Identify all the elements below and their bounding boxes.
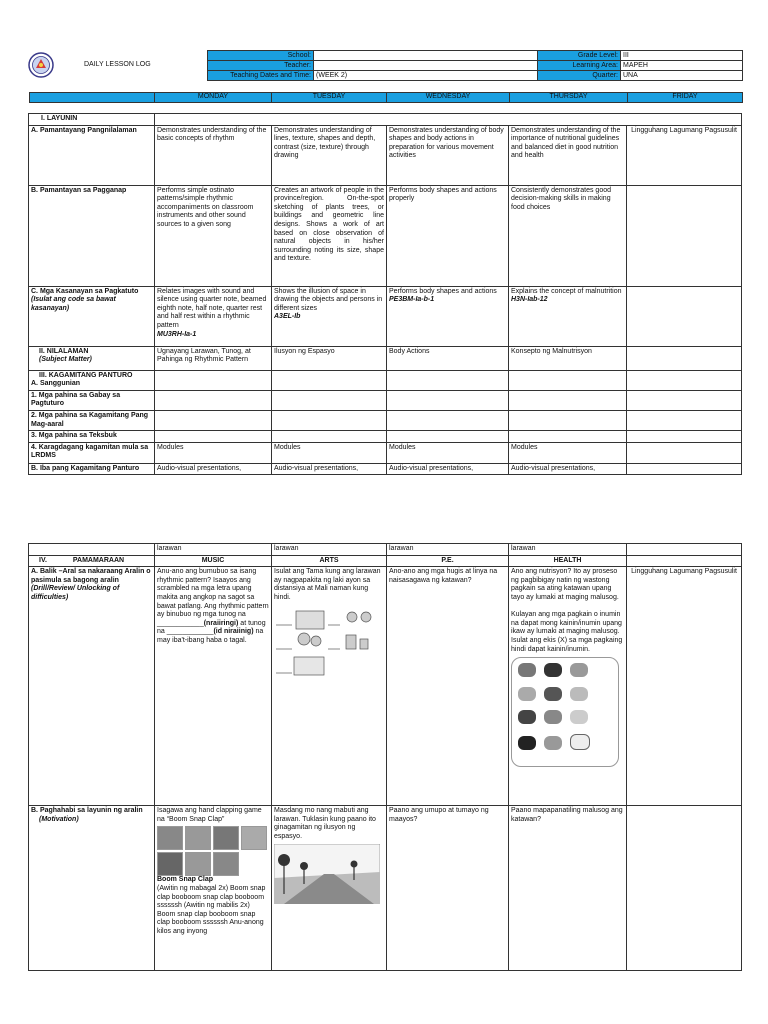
- cell-blank: [29, 544, 155, 556]
- competency-code: PE3BM-Ia-b-1: [389, 296, 435, 304]
- cell-tue: [272, 806, 387, 971]
- pamamaraan-heading-row: [29, 555, 742, 567]
- food-choices-illustration: [511, 657, 619, 767]
- cell-fri: [627, 286, 742, 346]
- cell-wed: Body Actions: [387, 346, 509, 370]
- food-item-icon: [570, 710, 588, 724]
- row-label-note: (Drill/Review/ Unlocking of difficulties): [31, 585, 120, 601]
- cell-wed: [387, 390, 509, 410]
- cell-thu: Paano mapapanatiling malusog ang katawan?: [509, 806, 627, 971]
- table-row: [29, 125, 742, 185]
- row-a-label-cell: [29, 567, 155, 806]
- cell-mon: [155, 431, 272, 443]
- cell-tue: Modules: [272, 442, 387, 463]
- cell-thu: [509, 370, 627, 390]
- competency-code: MU3RH-Ia-1: [157, 330, 197, 338]
- cell-thu: [509, 431, 627, 443]
- subject-music: MUSIC: [155, 555, 272, 567]
- answer-blank: ____________: [166, 628, 214, 636]
- cell-wed: [387, 431, 509, 443]
- clapping-game-illustration: [157, 826, 267, 874]
- row-label-c: [29, 286, 155, 346]
- table-row: [29, 286, 742, 346]
- nilalaman-note: (Subject Matter): [39, 356, 92, 364]
- clap-step-image: [241, 826, 267, 850]
- health-instruction: Kulayan ang mga pagkain o inumin na dapat mong kainin/inumin upang ikaw ay lumaki at maging malusog. Isulat ang ekis (X) sa mga pagkaing hindi dapat kainin/inumin.: [511, 611, 623, 653]
- kagamitan-heading: III. KAGAMITANG PANTURO: [39, 371, 133, 379]
- clap-step-image: [213, 826, 239, 850]
- pamamaraan-heading-cell: [29, 555, 155, 567]
- friday-note: Lingguhang Lagumang Pagsusulit: [627, 567, 742, 806]
- cell-thu: [509, 567, 627, 806]
- row-b-label-cell: [29, 806, 155, 971]
- nilalaman-label-cell: [29, 346, 155, 370]
- cell-mon: [155, 286, 272, 346]
- table-row: [29, 463, 742, 475]
- row-label-note: (Motivation): [39, 815, 79, 823]
- competency-code: A3EL-Ib: [274, 313, 301, 321]
- row-label-note: (Isulat ang code sa bawat kasanayan): [31, 296, 116, 312]
- cell-mon: Audio-visual presentations,: [155, 463, 272, 475]
- days-header-row: [29, 92, 743, 103]
- competency-code: H3N-Iab-12: [511, 296, 548, 304]
- cell-wed: [387, 370, 509, 390]
- cell-thu: Consistently demonstrates good decision-making skills in making food choices: [509, 185, 627, 286]
- table-row: [29, 370, 742, 390]
- clap-step-image: [157, 826, 183, 850]
- school-label: School:: [208, 51, 314, 61]
- health-definition: Ano ang nutrisyon? Ito ay proseso ng pagbibigay natin ng wastong pagkain sa ating katawan upang tayo ay lumaki at maging malusog.: [511, 568, 619, 601]
- cell-wed: Modules: [387, 442, 509, 463]
- perspective-landscape-image: [274, 844, 380, 904]
- cell-wed: [387, 286, 509, 346]
- cell-tue: Ilusyon ng Espasyo: [272, 346, 387, 370]
- row-label: B. Paghahabi sa layunin ng aralin: [31, 807, 143, 815]
- cell-mon: larawan: [155, 544, 272, 556]
- subject-arts: ARTS: [272, 555, 387, 567]
- cell-wed: larawan: [387, 544, 509, 556]
- cell-fri: [627, 442, 742, 463]
- subject-pe: P.E.: [387, 555, 509, 567]
- quarter-label: Quarter:: [538, 71, 621, 81]
- area-label: Learning Area:: [538, 61, 621, 71]
- cell-tue: Audio-visual presentations,: [272, 463, 387, 475]
- food-item-icon: [570, 687, 588, 701]
- row-label: A. Pamantayang Pangnilalaman: [29, 125, 155, 185]
- cell-mon: [155, 370, 272, 390]
- food-item-icon: [544, 710, 562, 724]
- cell-tue: [272, 431, 387, 443]
- row-label: B. Iba pang Kagamitang Panturo: [29, 463, 155, 475]
- arts-motivation: Masdang mo nang mabuti ang larawan. Tuklasin kung paano ito ginagamitan ng ilusyon ng espasyo.: [274, 807, 376, 840]
- food-item-icon: [544, 687, 562, 701]
- cell-fri: [627, 185, 742, 286]
- cell-tue: [272, 390, 387, 410]
- cell-mon: [155, 806, 272, 971]
- table-row: [29, 442, 742, 463]
- sanggunian-label: A. Sanggunian: [31, 380, 80, 388]
- table-row: [29, 431, 742, 443]
- grade-label: Grade Level:: [538, 51, 621, 61]
- school-value: [314, 51, 538, 61]
- header-right-table: [537, 50, 743, 81]
- cell-thu: Modules: [509, 442, 627, 463]
- cell-wed: Demonstrates understanding of body shapes and body actions in preparation for various movement activities: [387, 125, 509, 185]
- cell-fri: [627, 463, 742, 475]
- cell-fri: [627, 431, 742, 443]
- table-row: [29, 544, 742, 556]
- layunin-heading: I. LAYUNIN: [29, 114, 155, 126]
- day-wednesday: WEDNESDAY: [387, 93, 510, 103]
- dates-label: Teaching Dates and Time:: [208, 71, 314, 81]
- nilalaman-label: II. NILALAMAN: [39, 347, 89, 355]
- cell-tue: larawan: [272, 544, 387, 556]
- table-row: [29, 567, 742, 806]
- answer-blank: ____________: [157, 619, 204, 627]
- competency-text: Relates images with sound and silence using quarter note, beamed eighth note, half note, quarter rest and half rest within a rhythmic pattern: [157, 287, 267, 329]
- cell-thu: [509, 286, 627, 346]
- cell-mon: Performs simple ostinato patterns/simple rhythmic accompaniments on classroom instruments and other sound sources to a given song: [155, 185, 272, 286]
- arts-size-illustration: [274, 605, 382, 680]
- clap-step-image: [157, 852, 183, 876]
- cell-thu: Audio-visual presentations,: [509, 463, 627, 475]
- food-item-icon: [570, 663, 588, 677]
- arts-question: Isulat ang Tama kung ang larawan ay nagpapakita ng laki ayon sa distansiya at Mali naman kung hindi.: [274, 568, 381, 601]
- cell-mon: [155, 567, 272, 806]
- deped-seal-logo: [28, 52, 54, 78]
- clap-step-image: [213, 852, 239, 876]
- cell-tue: [272, 286, 387, 346]
- music-text: na may iba't-ibang haba o tagal.: [157, 628, 264, 644]
- food-item-icon: [544, 736, 562, 750]
- scrambled-word: (id niraiinig): [213, 628, 254, 636]
- grade-value: III: [621, 51, 743, 61]
- food-item-icon: [570, 734, 590, 750]
- teacher-value: [314, 61, 538, 71]
- row-label: 2. Mga pahina sa Kagamitang Pang Mag-aaral: [29, 410, 155, 430]
- cell-thu: Demonstrates understanding of the importance of nutritional guidelines and balanced diet in good nutrition and health: [509, 125, 627, 185]
- table-row: [29, 410, 742, 430]
- row-label: 1. Mga pahina sa Gabay sa Pagtuturo: [29, 390, 155, 410]
- cell-fri: [627, 410, 742, 430]
- cell-wed: Paano ang umupo at tumayo ng maayos?: [387, 806, 509, 971]
- day-tuesday: TUESDAY: [272, 93, 387, 103]
- cell-tue: [272, 410, 387, 430]
- cell-tue: [272, 567, 387, 806]
- quarter-value: UNA: [621, 71, 743, 81]
- cell-thu: Konsepto ng Malnutrisyon: [509, 346, 627, 370]
- cell-mon: Demonstrates understanding of the basic concepts of rhythm: [155, 125, 272, 185]
- row-label: 4. Karagdagang kagamitan mula sa LRDMS: [29, 442, 155, 463]
- food-item-icon: [518, 736, 536, 750]
- music-text: at tunog na: [157, 619, 266, 636]
- cell-tue: Demonstrates understanding of lines, texture, shapes and depth, contrast (size, texture) through drawing: [272, 125, 387, 185]
- cell-wed: Audio-visual presentations,: [387, 463, 509, 475]
- cell-thu: [509, 410, 627, 430]
- cell-thu: larawan: [509, 544, 627, 556]
- subject-health: HEALTH: [509, 555, 627, 567]
- day-thursday: THURSDAY: [510, 93, 628, 103]
- teacher-label: Teacher:: [208, 61, 314, 71]
- cell-mon: Ugnayang Larawan, Tunog, at Pahinga ng Rhythmic Pattern: [155, 346, 272, 370]
- food-item-icon: [518, 663, 536, 677]
- cell-mon: [155, 390, 272, 410]
- music-question: Anu-ano ang bumubuo sa isang rhythmic pattern? Isaayos ang scrambled na mga letra upang makita ang angkop na sagot sa bawat patlang. Ang rhythmic pattern ay binubuo ng mga tunog na: [157, 568, 269, 619]
- lesson-table-bottom: [28, 543, 742, 971]
- cell-fri: [627, 390, 742, 410]
- pamamaraan-number: IV.: [39, 556, 47, 564]
- scrambled-word: (nraiiringi): [203, 619, 239, 627]
- cell-tue: Creates an artwork of people in the province/region. On-the-spot sketching of plants trees, or buildings and geometric line designs. Shows a work of art based on close observation of natural objects in his/her surrounding noting its size, shape and texture.: [272, 185, 387, 286]
- competency-text: Explains the concept of malnutrition: [511, 287, 622, 295]
- day-friday: FRIDAY: [628, 93, 743, 103]
- layunin-heading-blank: [155, 114, 742, 126]
- table-row: [29, 806, 742, 971]
- clap-step-image: [185, 826, 211, 850]
- competency-text: Performs body shapes and actions: [389, 287, 497, 295]
- song-title: Boom Snap Clap: [157, 876, 214, 884]
- friday-note: Lingguhang Lagumang Pagsusulit: [627, 125, 742, 185]
- clap-step-image: [185, 852, 211, 876]
- row-label: B. Pamantayan sa Pagganap: [29, 185, 155, 286]
- cell-fri: [627, 544, 742, 556]
- row-label: 3. Mga pahina sa Teksbuk: [29, 431, 155, 443]
- header-left-table: [207, 50, 538, 81]
- cell-fri: [627, 370, 742, 390]
- kagamitan-label-cell: [29, 370, 155, 390]
- song-lyrics: (Awitin ng mabagal 2x) Boom snap clap booboom snap clap booboom ssssssh (Awitin ng mabilis 2x) Boom snap clap booboom snap clap booboom ssssssh Anu-anong kilos ang inyong: [157, 884, 266, 935]
- food-item-icon: [518, 710, 536, 724]
- days-blank-cell: [30, 93, 155, 103]
- food-item-icon: [518, 687, 536, 701]
- cell-fri: [627, 806, 742, 971]
- cell-wed: [387, 410, 509, 430]
- table-row: [29, 390, 742, 410]
- food-item-icon: [544, 663, 562, 677]
- area-value: MAPEH: [621, 61, 743, 71]
- cell-wed: Performs body shapes and actions properly: [387, 185, 509, 286]
- pamamaraan-heading: PAMAMARAAN: [72, 556, 125, 564]
- cell-wed: Ano-ano ang mga hugis at linya na naisasagawa ng katawan?: [387, 567, 509, 806]
- row-label: A. Balik –Aral sa nakaraang Aralin o pasimula sa bagong aralin: [31, 568, 151, 584]
- dates-value: (WEEK 2): [314, 71, 538, 81]
- table-row: [29, 185, 742, 286]
- day-monday: MONDAY: [155, 93, 272, 103]
- cell-thu: [509, 390, 627, 410]
- cell-fri: [627, 346, 742, 370]
- cell-mon: [155, 410, 272, 430]
- document-title: DAILY LESSON LOG: [84, 61, 151, 68]
- table-row: [29, 346, 742, 370]
- row-label: C. Mga Kasanayan sa Pagkatuto: [31, 287, 139, 295]
- cell-tue: [272, 370, 387, 390]
- cell-fri: [627, 555, 742, 567]
- lesson-table-top: [28, 113, 742, 475]
- music-activity: Isagawa ang hand clapping game na “Boom Snap Clap”: [157, 807, 262, 823]
- cell-mon: Modules: [155, 442, 272, 463]
- competency-text: Shows the illusion of space in drawing the objects and persons in different sizes: [274, 287, 383, 312]
